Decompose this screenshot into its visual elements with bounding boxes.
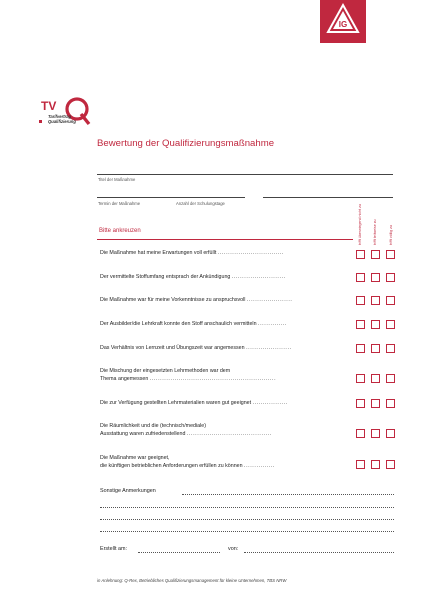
title-field-label: Titel der Maßnahme [98, 177, 136, 182]
question-5: Das Verhältnis von Lernzeit und Übungszeit war angemessen ...................... [100, 345, 292, 351]
tvq-line1: Tarifvertrag [48, 114, 72, 119]
date-field-label: Termin der Maßnahme [98, 201, 141, 206]
tvq-wordmark [48, 114, 76, 124]
svg-text:TV: TV [41, 99, 57, 113]
q8-checkbox-partly[interactable] [371, 429, 380, 438]
date-field-line[interactable] [97, 197, 245, 198]
question-9: Die Maßnahme war geeignet, die künftigen betrieblichen Anforderungen erfüllen zu können ............... [100, 455, 276, 469]
remarks-dots-3[interactable] [100, 519, 394, 520]
tvq-line2: Qualifizierung [48, 119, 76, 124]
remarks-dots-4[interactable] [100, 531, 394, 532]
page-title: Bewertung der Qualifizierungsmaßnahme [97, 138, 275, 149]
by-label: von: [228, 546, 239, 552]
question-1: Die Maßnahme hat meine Erwartungen voll erfüllt ................................ [100, 250, 285, 256]
q7-checkbox-fully[interactable] [386, 399, 395, 408]
question-2: Der vermittelte Stoffumfang entsprach der Ankündigung .......................... [100, 274, 286, 280]
question-6: Die Mischung der eingesetzten Lehrmethoden war dem Thema angemessen ............................................................. [100, 368, 277, 382]
q1-checkbox-not[interactable] [356, 250, 365, 259]
q9-checkbox-not[interactable] [356, 460, 365, 469]
q3-checkbox-partly[interactable] [371, 296, 380, 305]
column-header-fully: trifft völlig zu [389, 225, 393, 245]
column-header-not: trifft überwiegend nicht zu [358, 204, 362, 245]
q1-checkbox-partly[interactable] [371, 250, 380, 259]
q4-checkbox-not[interactable] [356, 320, 365, 329]
footer-citation: in Anlehnung: Q-Rex, Betriebliches Qualifizierungsmanagement für kleine Unternehmen, TBS NRW [97, 578, 287, 583]
title-field-line[interactable] [97, 174, 393, 175]
q6-checkbox-partly[interactable] [371, 374, 380, 383]
q6-checkbox-fully[interactable] [386, 374, 395, 383]
q1-checkbox-fully[interactable] [386, 250, 395, 259]
question-8: Die Räumlichkeit und die (technisch/mediale) Ausstattung waren zufriedenstellend ......................................... [100, 423, 272, 437]
tvq-bullet [39, 120, 42, 123]
q5-checkbox-fully[interactable] [386, 344, 395, 353]
days-field-label: Anzahl der Schulungstage [176, 201, 225, 206]
remarks-label: Sonstige Anmerkungen [100, 488, 156, 494]
q5-checkbox-partly[interactable] [371, 344, 380, 353]
q3-checkbox-not[interactable] [356, 296, 365, 305]
logo-letters: IG [338, 20, 348, 29]
q9-checkbox-fully[interactable] [386, 460, 395, 469]
q6-checkbox-not[interactable] [356, 374, 365, 383]
q8-checkbox-fully[interactable] [386, 429, 395, 438]
instruction-label: Bitte ankreuzen [99, 228, 141, 234]
q2-checkbox-fully[interactable] [386, 273, 395, 282]
q2-checkbox-not[interactable] [356, 273, 365, 282]
created-dots[interactable] [138, 552, 220, 553]
remarks-dots-1[interactable] [182, 494, 394, 495]
remarks-dots-2[interactable] [100, 507, 394, 508]
q4-checkbox-fully[interactable] [386, 320, 395, 329]
question-3: Die Maßnahme war für meine Vorkenntnisse zu anspruchsvoll ...................... [100, 297, 293, 303]
q4-checkbox-partly[interactable] [371, 320, 380, 329]
tvq-logo [39, 96, 103, 130]
q7-checkbox-not[interactable] [356, 399, 365, 408]
ig-metall-logo [320, 0, 366, 43]
column-header-partly: trifft teilweise zu [373, 219, 377, 245]
q3-checkbox-fully[interactable] [386, 296, 395, 305]
question-4: Der Ausbilder/die Lehrkraft konnte den Stoff anschaulich vermitteln .............. [100, 321, 288, 327]
by-dots[interactable] [244, 552, 394, 553]
q7-checkbox-partly[interactable] [371, 399, 380, 408]
question-7: Die zur Verfügung gestellten Lehrmaterialien waren gut geeignet ................. [100, 400, 288, 406]
q5-checkbox-not[interactable] [356, 344, 365, 353]
q2-checkbox-partly[interactable] [371, 273, 380, 282]
created-label: Erstellt am: [100, 546, 127, 552]
q9-checkbox-partly[interactable] [371, 460, 380, 469]
days-field-line[interactable] [263, 197, 393, 198]
instruction-underline [97, 239, 353, 240]
q8-checkbox-not[interactable] [356, 429, 365, 438]
